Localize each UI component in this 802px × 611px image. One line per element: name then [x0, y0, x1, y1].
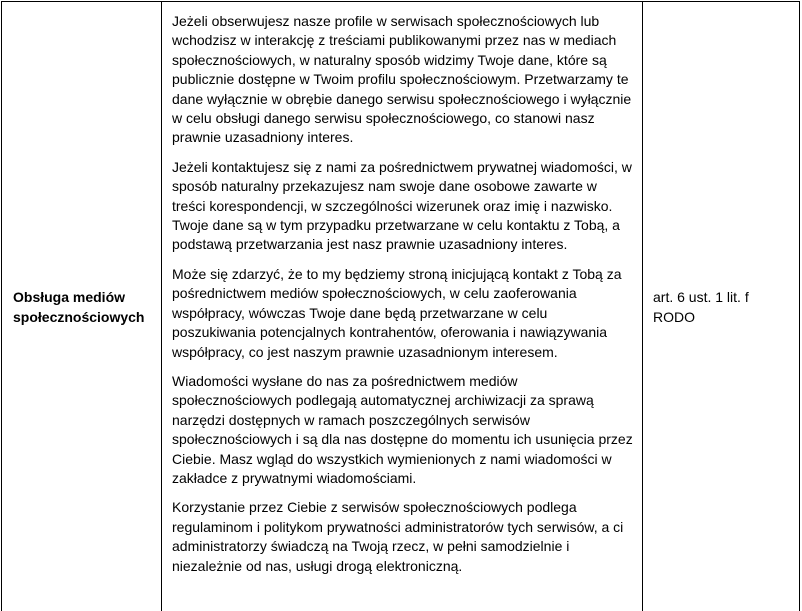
description-paragraph: Jeżeli obserwujesz nasze profile w serwisach społecznościowych lub wchodzisz w interakcję z treściami publikowanymi przez nas w mediach społecznościowych, w naturalny sposób widzimy Twoje dane, które są publicznie dostępne w Twoim profilu społecznościowym. Przetwarzamy te dane wyłącznie w obrębie danego serwisu społecznościowego i wyłącznie w celu obsługi danego serwisu społecznościowego, co stanowi nasz prawnie uzasadniony interes. [172, 13, 632, 146]
description-paragraph: Może się zdarzyć, że to my będziemy stroną inicjującą kontakt z Tobą za pośrednictwem mediów społecznościowych, w celu zaoferowania współpracy, wówczas Twoje dane będą przetwarzane w celu poszukiwania potencjalnych kontrahentów, oferowania i nawiązywania współpracy, co jest naszym prawnie uzasadnionym interesem. [172, 265, 622, 360]
table-row [2, 2, 799, 611]
description-paragraph: Wiadomości wysłane do nas za pośrednictwem mediów społecznościowych podlegają automatycznej archiwizacji za sprawą narzędzi dostępnych w ramach poszczególnych serwisów społecznościowych i są dla nas dostępne do momentu ich usunięcia przez Ciebie. Masz wgląd do wszystkich wymienionych z nami wiadomości w zakładce z prywatnymi wiadomościami. [172, 372, 633, 486]
processing-purposes-table [1, 1, 800, 611]
legal-basis-text: art. 6 ust. 1 lit. f RODO [653, 288, 749, 325]
legal-basis-cell [643, 2, 799, 611]
purpose-cell [2, 2, 162, 611]
description-paragraph: Korzystanie przez Ciebie z serwisów społecznościowych podlega regulaminom i politykom prywatności administratorów tych serwisów, a ci administratorzy świadczą na Twoją rzecz, w pełni samodzielnie i niezależnie od nas, usługi drogą elektroniczną. [172, 499, 624, 574]
purpose-label: Obsługa mediów społecznościowych [13, 288, 145, 325]
description-cell [162, 2, 643, 611]
description-paragraph: Jeżeli kontaktujesz się z nami za pośrednictwem prywatnej wiadomości, w sposób naturalny przekazujesz nam swoje dane osobowe zawarte w treści korespondencji, w szczególności wizerunek oraz imię i nazwisko. Twoje dane są w tym przypadku przetwarzane w celu kontaktu z Tobą, a podstawą przetwarzania jest nasz prawnie uzasadniony interes. [172, 158, 632, 253]
